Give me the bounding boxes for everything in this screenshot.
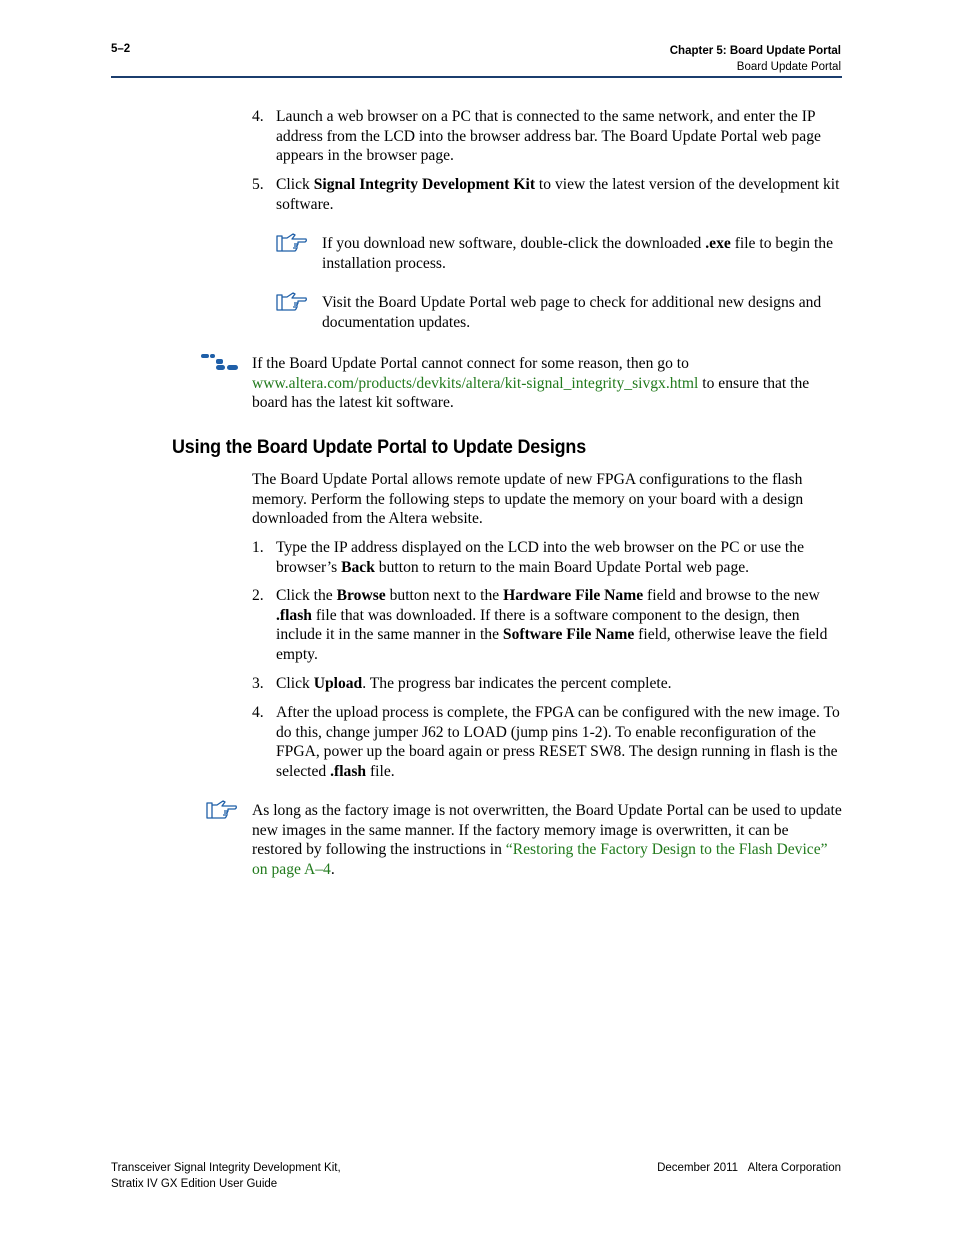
footer-right: [657, 1160, 841, 1176]
step-number: 2.: [252, 587, 264, 604]
step-number: 4.: [252, 108, 264, 125]
note-text: As long as the factory image is not overwritten, the Board Update Portal can be used to update new images in the same manner. If the factory memory image is overwritten, it can be restored by following the instructions in “Restoring the Factory Design to the Flash Device” on page A–4.: [252, 802, 842, 878]
footsteps-tip-icon: [200, 353, 240, 371]
note-text: Visit the Board Update Portal web page to check for additional new designs and documentation updates.: [322, 294, 822, 331]
step-text: Click the Browse button next to the Hardware File Name field and browse to the new .flash file that was downloaded. If there is a software component to the design, then include it in the same manner in the Software File Name field, otherwise leave the field empty.: [276, 587, 828, 663]
section-title: Board Update Portal: [736, 61, 841, 73]
step-text: Click Upload. The progress bar indicates the percent complete.: [276, 675, 672, 692]
step-text: Launch a web browser on a PC that is connected to the same network, and enter the IP address from the LCD into the browser address bar. The Board Update Portal web page appears in the browser page.: [276, 108, 821, 165]
hand-pointing-note-icon: [276, 233, 308, 253]
page-number: 5–2: [111, 43, 131, 55]
step-text: After the upload process is complete, the FPGA can be configured with the new image. To do this, change jumper J62 to LOAD (jump pins 1-2). To enable reconfiguration of the FPGA, power up the board again or press RESET SW8. The design running in flash is the selected .flash file.: [276, 704, 840, 780]
step-number: 5.: [252, 176, 264, 193]
running-header: [670, 43, 841, 75]
restoring-factory-design-link[interactable]: “Restoring the Factory Design to the Flash Device” on page A–4: [252, 841, 828, 878]
footer-doc-title: Transceiver Signal Integrity Development Kit,: [111, 1162, 341, 1174]
tip-text: If the Board Update Portal cannot connect for some reason, then go to www.altera.com/products/devkits/altera/kit-signal_integrity_sivgx.html to ensure that the board has the latest kit software.: [252, 355, 810, 412]
hand-pointing-note-icon: [276, 292, 308, 312]
section-heading: Using the Board Update Portal to Update Designs: [172, 436, 586, 458]
step-text: Type the IP address displayed on the LCD into the web browser on the PC or use the browser’s Back button to return to the main Board Update Portal web page.: [276, 539, 804, 576]
step-number: 3.: [252, 675, 264, 692]
hand-pointing-note-icon: [206, 800, 238, 820]
header-rule: [111, 76, 842, 78]
note-text: If you download new software, double-click the downloaded .exe file to begin the installation process.: [322, 235, 833, 272]
chapter-title: Chapter 5: Board Update Portal: [669, 45, 841, 57]
footer-company: Altera Corporation: [747, 1162, 841, 1174]
altera-kit-link[interactable]: www.altera.com/products/devkits/altera/kit-signal_integrity_sivgx.html: [252, 374, 699, 392]
step-number: 4.: [252, 704, 264, 721]
footer-date: December 2011: [657, 1162, 739, 1174]
intro-paragraph: The Board Update Portal allows remote update of new FPGA configurations to the flash memory. Perform the following steps to update the memory on your board with a design downloaded from the Altera website.: [252, 471, 804, 528]
footer-left: [111, 1160, 341, 1192]
step-number: 1.: [252, 539, 264, 556]
footer-doc-subtitle: Stratix IV GX Edition User Guide: [111, 1178, 278, 1190]
step-text: Click Signal Integrity Development Kit to view the latest version of the development kit software.: [276, 176, 840, 213]
